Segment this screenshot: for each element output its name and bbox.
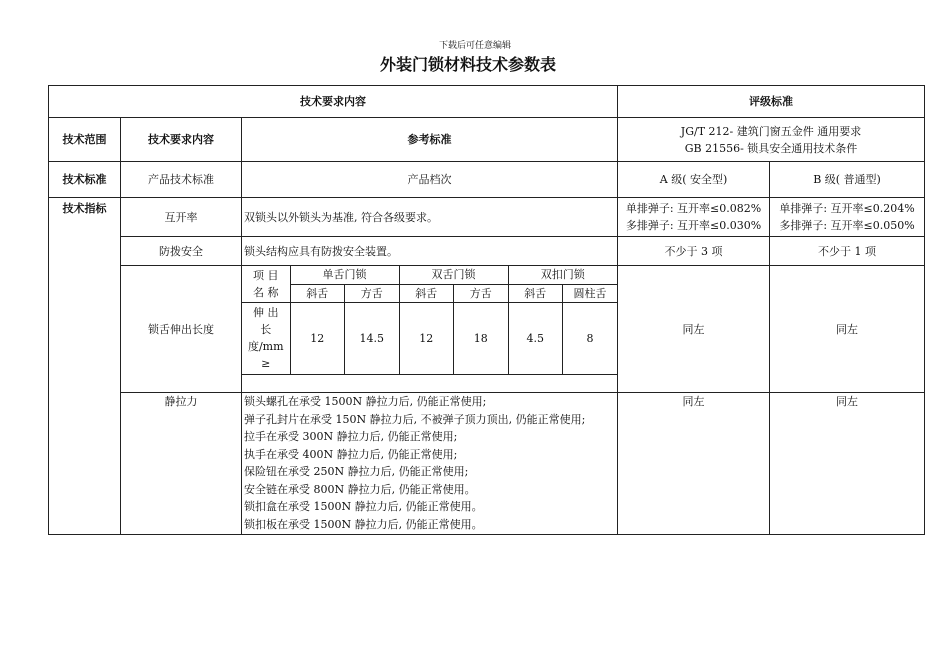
header-standards <box>618 118 925 162</box>
inner-value: 4.5 <box>508 302 563 374</box>
anti-pull-grade-b: 不少于 1 项 <box>770 237 925 266</box>
standard-gb21556: GB 21556- 锁具安全通用技术条件 <box>684 141 858 155</box>
inner-value: 12 <box>399 302 454 374</box>
grade-a-line: 单排弹子: 互开率≤0.082% <box>625 202 762 215</box>
column-header-row <box>49 118 925 162</box>
inner-sub: 圆柱舌 <box>563 284 618 302</box>
static-pull-desc <box>242 393 618 535</box>
inner-sub: 斜舌 <box>290 284 345 302</box>
bolt-extension-cell <box>242 266 618 393</box>
static-pull-row <box>49 393 925 535</box>
inner-sub: 方舌 <box>454 284 509 302</box>
inner-row-label-line: 长 <box>260 323 272 336</box>
standard-label: 技术标准 <box>49 162 121 198</box>
header-requirements: 技术要求内容 <box>49 86 618 118</box>
static-pull-line: 锁扣盒在承受 1500N 静拉力后, 仍能正常使用。 <box>244 500 483 513</box>
inner-corner-line: 名 称 <box>253 285 279 299</box>
inner-row-label <box>242 302 290 374</box>
inner-value: 12 <box>290 302 345 374</box>
inner-sub: 斜舌 <box>508 284 563 302</box>
header-note: 下载后可任意编辑 <box>438 41 511 51</box>
grade-b-line: 多排弹子: 互开率≤0.050% <box>779 219 915 232</box>
inner-group-double: 双舌门锁 <box>399 266 508 284</box>
mutual-open-item: 互开率 <box>121 198 242 237</box>
inner-row-label-line: ≥ <box>261 357 271 370</box>
static-pull-line: 锁扣板在承受 1500N 静拉力后, 仍能正常使用。 <box>244 517 483 531</box>
standard-row <box>49 162 925 198</box>
inner-group-single: 单舌门锁 <box>290 266 399 284</box>
header-reference: 参考标准 <box>242 118 618 162</box>
static-pull-line: 拉手在承受 300N 静拉力后, 仍能正常使用; <box>244 430 458 443</box>
standard-reference: 产品档次 <box>242 162 618 198</box>
bolt-extension-grade-b: 同左 <box>770 266 925 393</box>
indicators-label: 技术指标 <box>49 198 121 535</box>
grade-a-line: 多排弹子: 互开率≤0.030% <box>625 219 762 232</box>
group-header-row <box>49 86 925 118</box>
standard-content: 产品技术标准 <box>121 162 242 198</box>
bolt-extension-row <box>49 266 925 393</box>
bolt-extension-table <box>242 266 617 375</box>
inner-value: 8 <box>563 302 618 374</box>
anti-pull-item: 防拨安全 <box>121 237 242 266</box>
static-pull-line: 保险钮在承受 250N 静拉力后, 仍能正常使用; <box>244 465 469 478</box>
inner-row-label-line: 度/mm <box>247 340 284 353</box>
anti-pull-desc: 锁头结构应具有防拨安全装置。 <box>242 237 618 266</box>
header-rating: 评级标准 <box>618 86 925 118</box>
static-pull-grade-a: 同左 <box>618 393 770 535</box>
inner-corner <box>242 266 290 302</box>
grade-b-header: B 级( 普通型) <box>770 162 925 198</box>
inner-group-double-latch: 双扣门锁 <box>508 266 617 284</box>
standard-jgt212: JG/T 212- 建筑门窗五金件 通用要求 <box>680 124 862 138</box>
bolt-extension-grade-a: 同左 <box>618 266 770 393</box>
mutual-open-row <box>49 198 925 237</box>
static-pull-item: 静拉力 <box>121 393 242 535</box>
mutual-open-grade-a <box>618 198 770 237</box>
bolt-extension-item: 锁舌伸出长度 <box>121 266 242 393</box>
inner-sub: 方舌 <box>345 284 400 302</box>
inner-value: 18 <box>454 302 509 374</box>
static-pull-line: 锁头螺孔在承受 1500N 静拉力后, 仍能正常使用; <box>244 395 487 408</box>
header-content: 技术要求内容 <box>121 118 242 162</box>
anti-pull-row <box>49 237 925 266</box>
inner-row-label-line: 伸 出 <box>253 306 279 319</box>
static-pull-line: 弹子孔封片在承受 150N 静拉力后, 不被弹子顶力顶出, 仍能正常使用; <box>244 412 586 426</box>
static-pull-line: 安全链在承受 800N 静拉力后, 仍能正常使用。 <box>244 482 476 496</box>
mutual-open-desc: 双锁头以外锁头为基准, 符合各级要求。 <box>242 198 618 237</box>
grade-b-line: 单排弹子: 互开率≤0.204% <box>779 202 915 215</box>
inner-corner-line: 项 目 <box>253 268 279 282</box>
anti-pull-grade-a: 不少于 3 项 <box>618 237 770 266</box>
header-scope: 技术范围 <box>49 118 121 162</box>
page-title: 外装门锁材料技术参数表 <box>379 55 556 74</box>
inner-value: 14.5 <box>345 302 400 374</box>
mutual-open-grade-b <box>770 198 925 237</box>
grade-a-header: A 级( 安全型) <box>618 162 770 198</box>
spec-table <box>48 85 925 535</box>
static-pull-line: 执手在承受 400N 静拉力后, 仍能正常使用; <box>244 447 458 461</box>
static-pull-grade-b: 同左 <box>770 393 925 535</box>
inner-sub: 斜舌 <box>399 284 454 302</box>
